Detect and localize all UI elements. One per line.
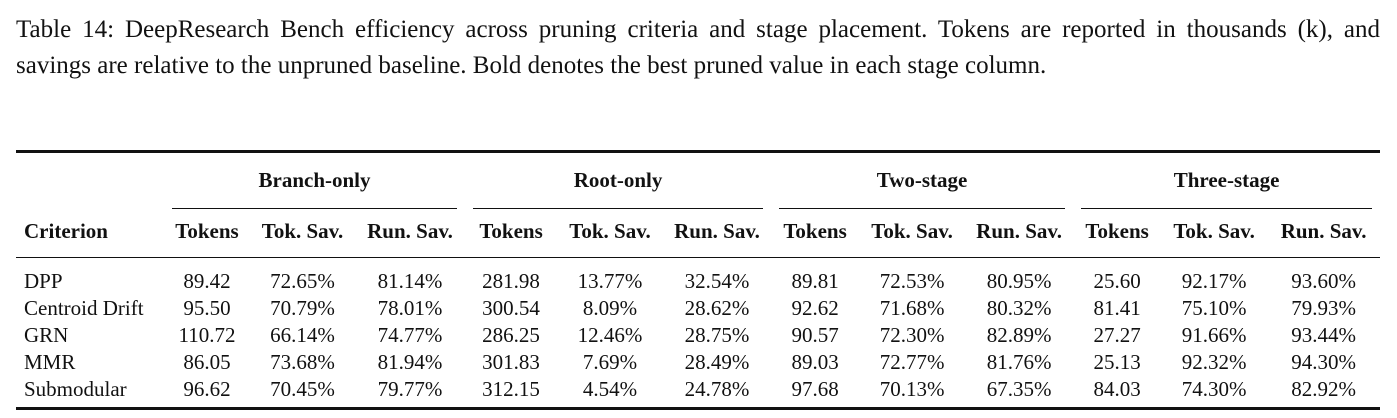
efficiency-table (16, 150, 1380, 410)
value-cell: 72.30% (879, 323, 945, 347)
value-cell: 7.69% (582, 350, 638, 374)
value-cell: 70.45% (250, 376, 355, 409)
value-cell: 66.14% (270, 323, 335, 347)
value-cell: 4.54% (557, 376, 663, 409)
value-cell: 89.81 (791, 269, 839, 293)
value-cell: 80.95% (986, 269, 1052, 293)
group-header: Branch-only (164, 152, 465, 210)
criterion-cell: Submodular (16, 376, 164, 409)
criterion-cell: GRN (24, 323, 69, 347)
value-cell: 72.77% (879, 350, 945, 374)
value-cell: 73.68% (270, 350, 335, 374)
value-cell: 32.54% (684, 269, 750, 293)
group-header: Three-stage (1073, 152, 1380, 210)
column-header: Tokens (465, 209, 557, 258)
table-row (16, 376, 1380, 409)
value-cell: 25.60 (1093, 269, 1141, 293)
value-cell: 80.32% (986, 296, 1052, 320)
value-cell: 28.49% (684, 350, 750, 374)
criterion-cell: DPP (24, 269, 63, 293)
criterion-cell: Centroid Drift (24, 296, 144, 320)
column-header: Tok. Sav. (1161, 209, 1267, 258)
value-cell: 74.30% (1161, 376, 1267, 409)
value-cell: 8.09% (582, 296, 638, 320)
column-header: Run. Sav. (663, 209, 771, 258)
value-cell: 84.03 (1073, 376, 1161, 409)
value-cell: 28.75% (684, 323, 750, 347)
value-cell: 286.25 (482, 323, 540, 347)
value-cell: 78.01% (377, 296, 443, 320)
value-cell: 81.41 (1093, 296, 1141, 320)
value-cell: 12.46% (577, 323, 643, 347)
value-cell: 79.77% (355, 376, 465, 409)
column-header-row (16, 209, 1380, 258)
column-header: Tok. Sav. (250, 209, 355, 258)
value-cell: 94.30% (1291, 350, 1356, 374)
value-cell: 70.79% (270, 296, 335, 320)
value-cell: 72.65% (270, 269, 335, 293)
table-caption: Table 14: DeepResearch Bench efficiency across pruning criteria and stage placement. Tokens are reported in thousands (k), and savings are relative to the unpruned baseline. Bold denotes the best pruned value in each stage column. (16, 16, 1380, 79)
column-header: Tok. Sav. (557, 209, 663, 258)
value-cell: 301.83 (482, 350, 540, 374)
value-cell: 281.98 (482, 269, 540, 293)
value-cell: 97.68 (771, 376, 859, 409)
value-cell: 25.13 (1093, 350, 1141, 374)
value-cell: 110.72 (178, 323, 236, 347)
value-cell: 91.66% (1181, 323, 1247, 347)
value-cell: 89.03 (791, 350, 839, 374)
value-cell: 86.05 (183, 350, 231, 374)
criterion-cell: MMR (24, 350, 76, 374)
group-header-row (16, 152, 1380, 210)
table-body (16, 258, 1380, 409)
value-cell: 312.15 (465, 376, 557, 409)
criterion-header: Criterion (16, 209, 164, 258)
value-cell: 93.60% (1291, 269, 1356, 293)
value-cell: 96.62 (164, 376, 250, 409)
value-cell: 93.44% (1291, 323, 1356, 347)
table-row (16, 349, 1380, 376)
table-row (16, 258, 1380, 296)
table-row (16, 295, 1380, 322)
value-cell: 74.77% (377, 323, 443, 347)
value-cell: 24.78% (663, 376, 771, 409)
table-row (16, 322, 1380, 349)
value-cell: 89.42 (183, 269, 231, 293)
value-cell: 92.17% (1181, 269, 1247, 293)
value-cell: 28.62% (684, 296, 750, 320)
value-cell: 71.68% (879, 296, 945, 320)
value-cell: 27.27 (1093, 323, 1141, 347)
value-cell: 81.76% (986, 350, 1052, 374)
column-header: Tokens (164, 209, 250, 258)
value-cell: 92.32% (1181, 350, 1247, 374)
column-header: Tokens (1073, 209, 1161, 258)
value-cell: 81.94% (377, 350, 443, 374)
column-header: Run. Sav. (1267, 209, 1380, 258)
value-cell: 90.57 (791, 323, 839, 347)
value-cell: 79.93% (1291, 296, 1356, 320)
column-header: Run. Sav. (355, 209, 465, 258)
value-cell: 82.92% (1267, 376, 1380, 409)
value-cell: 300.54 (482, 296, 540, 320)
column-header: Tokens (771, 209, 859, 258)
value-cell: 70.13% (859, 376, 965, 409)
value-cell: 82.89% (986, 323, 1052, 347)
value-cell: 95.50 (183, 296, 231, 320)
value-cell: 75.10% (1181, 296, 1247, 320)
value-cell: 67.35% (965, 376, 1073, 409)
value-cell: 72.53% (879, 269, 945, 293)
column-header: Run. Sav. (965, 209, 1073, 258)
column-header: Tok. Sav. (859, 209, 965, 258)
group-header: Two-stage (771, 152, 1073, 210)
value-cell: 13.77% (577, 269, 643, 293)
value-cell: 92.62 (791, 296, 839, 320)
value-cell: 81.14% (377, 269, 443, 293)
group-header: Root-only (465, 152, 771, 210)
